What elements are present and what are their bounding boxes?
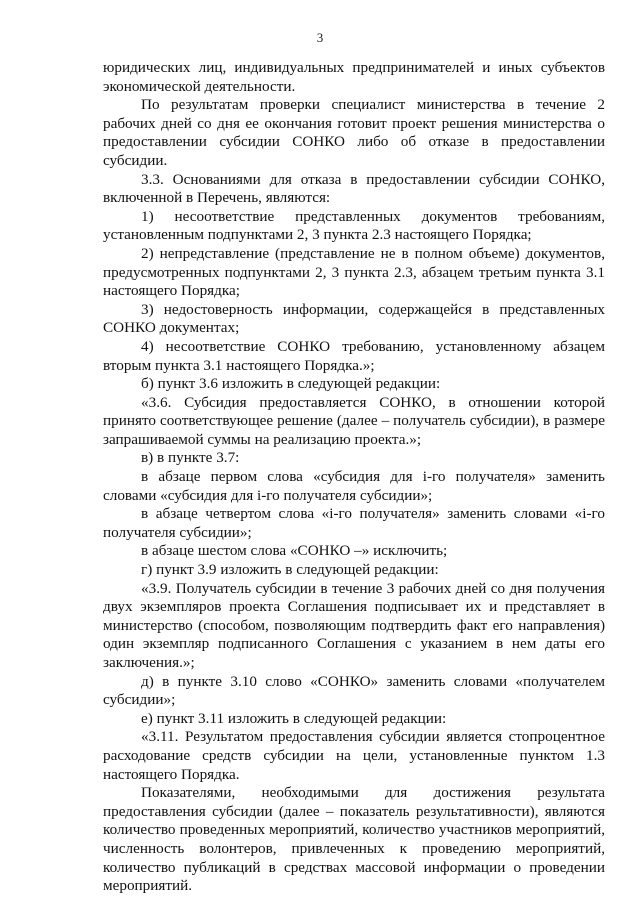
list-item-refusal-4: 4) несоответствие СОНКО требованию, установленному абзацем вторым пункта 3.1 настоящего Порядка.»; <box>103 337 605 374</box>
paragraph-3-11-text: «3.11. Результатом предоставления субсидии является стопроцентное расходование средств субсидии на цели, установленные пунктом 1.3 настоящего Порядка. <box>103 728 605 783</box>
paragraph-amendment-e: е) пункт 3.11 изложить в следующей редакции: <box>141 709 447 727</box>
document-body <box>103 59 605 896</box>
paragraph-continuation: юридических лиц, индивидуальных предпринимателей и иных субъектов экономической деятельности. <box>103 59 605 95</box>
paragraph-amendment-d: д) в пункте 3.10 слово «СОНКО» заменить словами «получателем субсидии»; <box>103 672 605 709</box>
paragraph-3-7-fourth: в абзаце четвертом слова «i-го получателя» заменить словами «i-го получателя субсидии»; <box>103 505 605 541</box>
paragraph-amendment-b: б) пункт 3.6 изложить в следующей редакции: <box>141 375 441 393</box>
paragraph-3-7-first: в абзаце первом слова «субсидия для i-го получателя» заменить словами «субсидия для i-го получателя субсидии»; <box>103 468 605 504</box>
paragraph-3-9-text: «3.9. Получатель субсидии в течение 3 рабочих дней со дня получения двух экземпляров проекта Соглашения подписывает их и представляет в министерство (способом, позволяющим подтвердить факт его направления) один экземпляр подписанного Соглашения с указанием в нем даты его заключения.»; <box>103 579 605 671</box>
paragraph-indicators: Показателями, необходимыми для достижения результата предоставления субсидии (далее – показатель результативности), являются количество проведенных мероприятий, количество участников мероприятий, численность волонтеров, привлеченных к проведению мероприятий, количество публикаций в средствах массовой информации о проведении мероприятий. <box>103 784 605 895</box>
paragraph-3-6-text: «3.6. Субсидия предоставляется СОНКО, в отношении которой принято соответствующее решение (далее – получатель субсидии), в размере запрашиваемой суммы на реализацию проекта.»; <box>103 393 605 448</box>
paragraph-3-3-heading: 3.3. Основаниями для отказа в предоставлении субсидии СОНКО, включенной в Перечень, являются: <box>103 170 605 207</box>
paragraph-inspection-results: По результатам проверки специалист министерства в течение 2 рабочих дней со дня ее окончания готовит проект решения министерства о предоставлении субсидии СОНКО либо об отказе в предоставлении субсидии. <box>103 96 605 169</box>
list-item-refusal-1: 1) несоответствие представленных документов требованиям, установленным подпунктами 2, 3 пункта 2.3 настоящего Порядка; <box>103 207 605 244</box>
paragraph-3-7-sixth: в абзаце шестом слова «СОНКО –» исключить; <box>141 542 448 560</box>
list-item-refusal-3: 3) недостоверность информации, содержащейся в представленных СОНКО документах; <box>103 300 605 337</box>
list-item-refusal-2: 2) непредставление (представление не в полном объеме) документов, предусмотренных подпунктами 2, 3 пункта 2.3, абзацем третьим пункта 3.1 настоящего Порядка; <box>103 244 605 300</box>
paragraph-amendment-v: в) в пункте 3.7: <box>141 449 240 467</box>
page-number: 3 <box>316 30 324 45</box>
paragraph-amendment-g: г) пункт 3.9 изложить в следующей редакции: <box>141 561 439 579</box>
